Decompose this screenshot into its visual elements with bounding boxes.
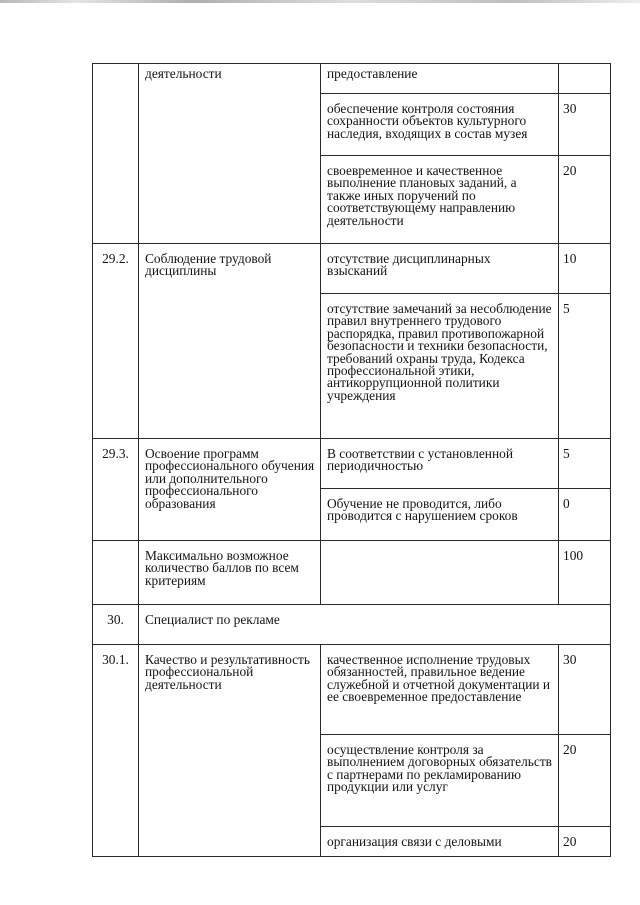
criterion-cell: Максимально возможное количество баллов по всем критериям [139,541,321,605]
points-cell: 30 [559,645,611,735]
indicator-cell: обеспечение контроля состояния сохранности объектов культурного наследия, входящих в состав музея [321,94,559,156]
table-row [93,64,611,94]
indicator-cell: отсутствие замечаний за несоблюдение правил внутреннего трудового распорядка, правил противопожарной безопасности и техники безопасности, требований охраны труда, Кодекса профессиональной этики, антикоррупционной политики учреждения [321,294,559,439]
indicator-cell: Обучение не проводится, либо проводится с нарушением сроков [321,489,559,541]
row-number: 30.1. [93,645,139,857]
points-cell: 0 [559,489,611,541]
indicator-cell: осуществление контроля за выполнением договорных обязательств с партнерами по рекламированию продукции или услуг [321,735,559,827]
points-cell: 20 [559,827,611,857]
criterion-cell: Соблюдение трудовой дисциплины [139,244,321,439]
row-number [93,64,139,244]
points-cell: 5 [559,294,611,439]
indicator-cell: В соответствии с установленной периодичностью [321,439,559,489]
row-number: 30. [93,605,139,645]
scan-edge-artifact [0,0,640,3]
points-cell: 20 [559,735,611,827]
indicator-cell: организация связи с деловыми [321,827,559,857]
indicator-cell: предоставление [321,64,559,94]
criteria-table [92,63,611,857]
points-cell: 5 [559,439,611,489]
criterion-cell: Освоение программ профессионального обучения или дополнительного профессионального образования [139,439,321,541]
row-number [93,541,139,605]
indicator-cell [321,541,559,605]
indicator-cell: качественное исполнение трудовых обязанностей, правильное ведение служебной и отчетной документации и ее своевременное предоставление [321,645,559,735]
indicator-cell: отсутствие дисциплинарных взысканий [321,244,559,294]
criterion-cell: Качество и результативность профессиональной деятельности [139,645,321,857]
row-number: 29.2. [93,244,139,439]
points-cell [559,64,611,94]
criterion-cell: деятельности [139,64,321,244]
points-cell: 20 [559,156,611,244]
points-cell: 30 [559,94,611,156]
table-row [93,439,611,489]
table-row [93,541,611,605]
points-cell: 10 [559,244,611,294]
points-cell: 100 [559,541,611,605]
table-row [93,605,611,645]
indicator-cell: своевременное и качественное выполнение плановых заданий, а также иных поручений по соответствующему направлению деятельности [321,156,559,244]
section-title: Специалист по рекламе [139,605,611,645]
table-row [93,645,611,735]
table-row [93,244,611,294]
row-number: 29.3. [93,439,139,541]
